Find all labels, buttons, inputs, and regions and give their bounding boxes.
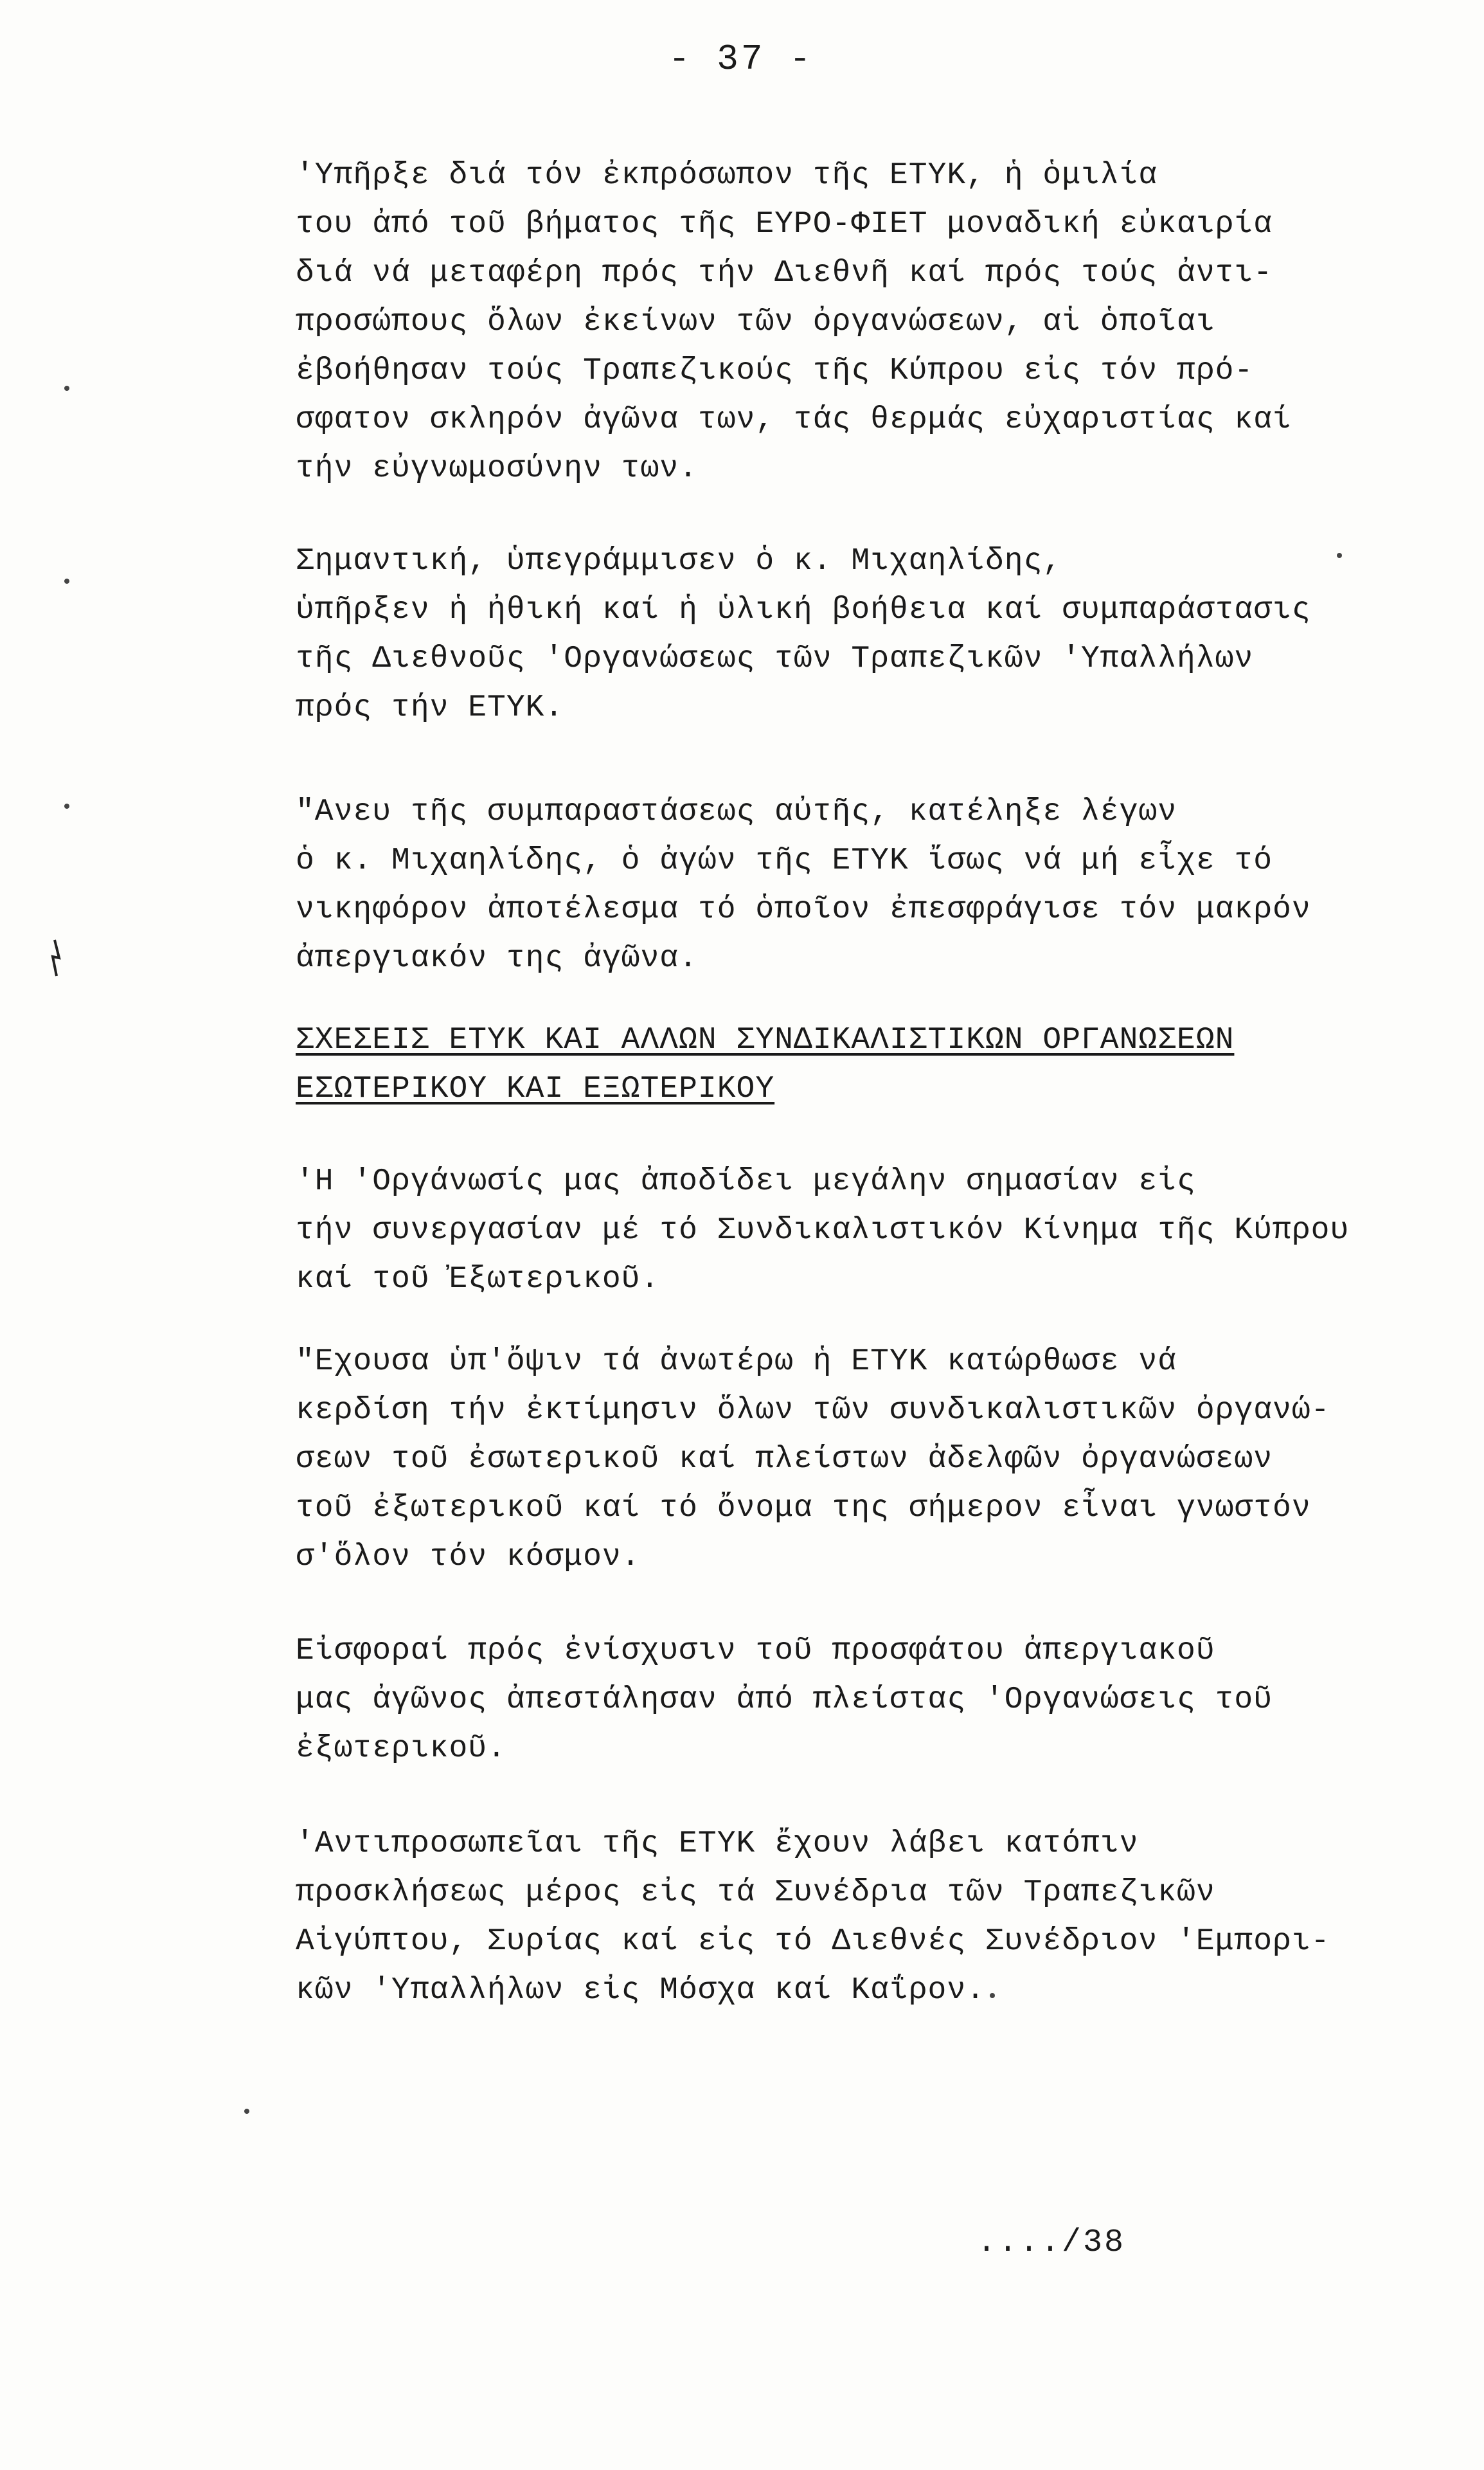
section-heading: ΣΧΕΣΕΙΣ ΕΤΥΚ ΚΑΙ ΑΛΛΩΝ ΣΥΝΔΙΚΑΛΙΣΤΙΚΩΝ ΟΡΓΑΝΩΣΕΩΝ ΕΣΩΤΕΡΙΚΟΥ ΚΑΙ ΕΞΩΤΕΡΙΚΟΥ — [296, 1023, 1235, 1106]
page-number: - 37 - — [668, 39, 814, 80]
scan-speck — [64, 386, 69, 391]
scan-speck — [990, 1993, 995, 1998]
scan-speck — [64, 804, 69, 809]
paragraph-4: 'Η 'Οργάνωσίς μας ἀποδίδει μεγάλην σημασίαν εἰς τήν συνεργασίαν μέ τό Συνδικαλιστικόν Κίνημα τῆς Κύπρου καί τοῦ Ἐξωτερικοῦ. — [296, 1164, 1350, 1297]
paragraph-5: "Εχουσα ὑπ'ὄψιν τά ἀνωτέρω ἡ ΕΤΥΚ κατώρθωσε νά κερδίση τήν ἐκτίμησιν ὅλων τῶν συνδικαλιστικῶν ὀργανώ- σεων τοῦ ἐσωτερικοῦ καί πλείστων ἀδελφῶν ὀργανώσεων τοῦ ἐξωτερικοῦ καί τό ὄνομα της σήμερον εἶναι γνωστόν σ'ὅλον τόν κόσμον. — [296, 1344, 1330, 1574]
margin-mark-icon — [45, 939, 64, 977]
scan-speck — [1337, 553, 1342, 558]
paragraph-2: Σημαντική, ὑπεγράμμισεν ὁ κ. Μιχαηλίδης, ὑπῆρξεν ἡ ἠθική καί ἡ ὑλική βοήθεια καί συμπαράστασις τῆς Διεθνοῦς 'Οργανώσεως τῶν Τραπεζικῶν 'Υπαλλήλων πρός τήν ΕΤΥΚ. — [296, 544, 1311, 725]
scan-speck — [64, 579, 69, 584]
continuation-ref: ..../38 — [977, 2224, 1126, 2261]
paragraph-3: "Ανευ τῆς συμπαραστάσεως αὐτῆς, κατέληξε λέγων ὁ κ. Μιχαηλίδης, ὁ ἀγών τῆς ΕΤΥΚ ἴσως νά μή εἶχε τό νικηφόρον ἀποτέλεσμα τό ὁποῖον ἐπεσφράγισε τόν μακρόν ἀπεργιακόν της ἀγῶνα. — [296, 795, 1311, 976]
paragraph-6: Εἰσφοραί πρός ἐνίσχυσιν τοῦ προσφάτου ἀπεργιακοῦ μας ἀγῶνος ἀπεστάλησαν ἀπό πλείστας 'Οργανώσεις τοῦ ἐξωτερικοῦ. — [296, 1634, 1273, 1766]
paragraph-7: 'Αντιπροσωπεῖαι τῆς ΕΤΥΚ ἔχουν λάβει κατόπιν προσκλήσεως μέρος εἰς τά Συνέδρια τῶν Τραπεζικῶν Αἰγύπτου, Συρίας καί εἰς τό Διεθνές Συνέδριον 'Εμπορι- κῶν 'Υπαλλήλων εἰς Μόσχα καί Καΐρον. — [296, 1826, 1330, 2008]
paragraph-1: 'Υπῆρξε διά τόν ἐκπρόσωπον τῆς ΕΤΥΚ, ἡ ὁμιλία του ἀπό τοῦ βήματος τῆς ΕΥΡΟ-ΦΙΕΤ μοναδική εὐκαιρία διά νά μεταφέρη πρός τήν Διεθνῆ καί πρός τούς ἀντι- προσώπους ὅλων ἐκείνων τῶν ὀργανώσεων, αἱ ὁποῖαι ἐβοήθησαν τούς Τραπεζικούς τῆς Κύπρου εἰς τόν πρό- σφατον σκληρόν ἀγῶνα των, τάς θερμάς εὐχαριστίας καί τήν εὐγνωμοσύνην των. — [296, 158, 1292, 486]
scan-speck — [244, 2109, 249, 2114]
